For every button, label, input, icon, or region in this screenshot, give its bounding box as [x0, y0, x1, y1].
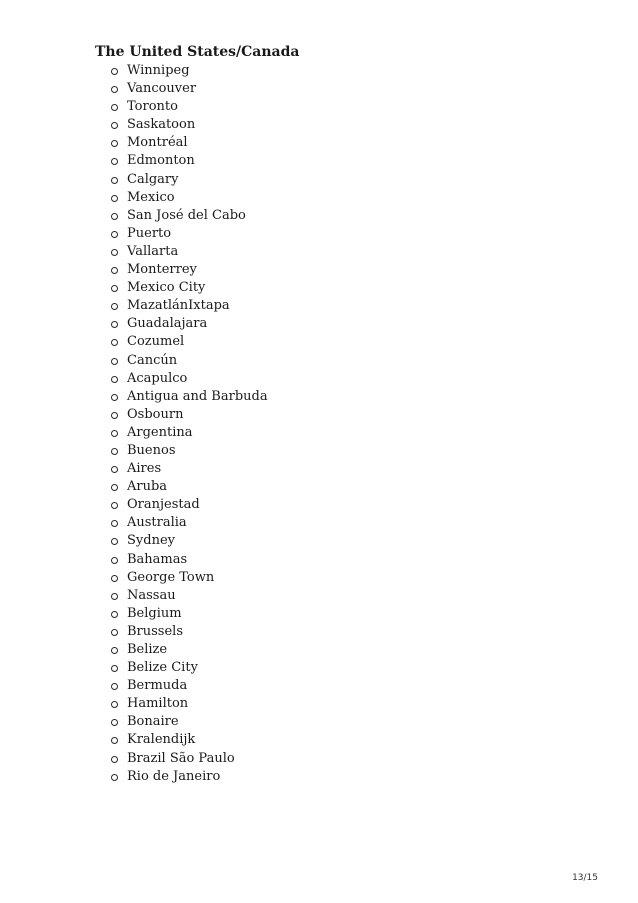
list-item — [0, 496, 268, 514]
list-item — [0, 424, 268, 442]
circle-bullet-icon — [111, 611, 118, 618]
list-item — [0, 225, 268, 243]
circle-bullet-icon — [111, 683, 118, 690]
circle-bullet-icon — [111, 321, 118, 328]
list-item-label: Vallarta — [127, 243, 179, 259]
circle-bullet-icon — [111, 177, 118, 184]
list-item-label: MazatlánIxtapa — [127, 298, 230, 314]
list-item — [0, 62, 268, 80]
list-item — [0, 713, 268, 731]
circle-bullet-icon — [111, 339, 118, 346]
list-item-label: Hamilton — [127, 696, 189, 712]
list-item — [0, 659, 268, 677]
list-item — [0, 261, 268, 279]
list-item — [0, 333, 268, 351]
list-item — [0, 695, 268, 713]
circle-bullet-icon — [111, 249, 118, 256]
list-item — [0, 207, 268, 225]
list-item-label: Belize City — [127, 660, 198, 676]
list-item — [0, 641, 268, 659]
list-item-label: Cozumel — [127, 334, 185, 350]
city-list — [0, 62, 268, 786]
circle-bullet-icon — [111, 756, 118, 763]
list-item — [0, 279, 268, 297]
list-item-label: Saskatoon — [127, 117, 196, 133]
list-item — [0, 587, 268, 605]
list-item-label: Bonaire — [127, 714, 179, 730]
circle-bullet-icon — [111, 158, 118, 165]
list-item-label: Cancún — [127, 352, 178, 368]
circle-bullet-icon — [111, 520, 118, 527]
circle-bullet-icon — [111, 140, 118, 147]
circle-bullet-icon — [111, 647, 118, 654]
list-item — [0, 352, 268, 370]
list-item — [0, 171, 268, 189]
circle-bullet-icon — [111, 593, 118, 600]
list-item — [0, 532, 268, 550]
circle-bullet-icon — [111, 376, 118, 383]
circle-bullet-icon — [111, 267, 118, 274]
circle-bullet-icon — [111, 68, 118, 75]
circle-bullet-icon — [111, 122, 118, 129]
list-item — [0, 388, 268, 406]
list-item-label: Sydney — [127, 533, 175, 549]
list-item — [0, 750, 268, 768]
list-item-label: Kralendijk — [127, 732, 196, 748]
list-item-label: Antigua and Barbuda — [127, 388, 268, 404]
list-item-label: Brazil São Paulo — [127, 750, 235, 766]
list-item — [0, 406, 268, 424]
list-item — [0, 442, 268, 460]
circle-bullet-icon — [111, 430, 118, 437]
list-item — [0, 731, 268, 749]
circle-bullet-icon — [111, 719, 118, 726]
list-item-label: Toronto — [127, 99, 178, 115]
list-item — [0, 152, 268, 170]
circle-bullet-icon — [111, 502, 118, 509]
section-heading: The United States/Canada — [95, 44, 300, 60]
circle-bullet-icon — [111, 412, 118, 419]
list-item-label: Aires — [127, 461, 162, 477]
list-item-label: Puerto — [127, 225, 172, 241]
list-item-label: Acapulco — [127, 370, 188, 386]
list-item-label: Calgary — [127, 171, 179, 187]
list-item — [0, 478, 268, 496]
list-item-label: Bahamas — [127, 551, 188, 567]
list-item-label: San José del Cabo — [127, 207, 246, 223]
list-item — [0, 315, 268, 333]
list-item-label: Mexico City — [127, 280, 206, 296]
list-item-label: Guadalajara — [127, 316, 208, 332]
list-item-label: Aruba — [127, 479, 168, 495]
list-item-label: Bermuda — [127, 678, 188, 694]
list-item-label: Belize — [127, 642, 168, 657]
list-item-label: Montréal — [127, 135, 188, 151]
circle-bullet-icon — [111, 466, 118, 473]
circle-bullet-icon — [111, 394, 118, 401]
list-item — [0, 460, 268, 478]
circle-bullet-icon — [111, 86, 118, 93]
list-item-label: Brussels — [127, 623, 184, 639]
list-item-label: Belgium — [127, 605, 182, 621]
list-item — [0, 768, 268, 786]
list-item-label: Argentina — [127, 424, 193, 440]
list-item — [0, 551, 268, 569]
list-item — [0, 134, 268, 152]
list-item — [0, 243, 268, 261]
circle-bullet-icon — [111, 484, 118, 491]
circle-bullet-icon — [111, 213, 118, 220]
list-item — [0, 116, 268, 134]
list-item-label: Osbourn — [127, 406, 184, 422]
list-item — [0, 80, 268, 98]
circle-bullet-icon — [111, 557, 118, 564]
circle-bullet-icon — [111, 665, 118, 672]
list-item — [0, 370, 268, 388]
list-item-label: Mexico — [127, 189, 175, 205]
list-item — [0, 189, 268, 207]
list-item-label: Australia — [127, 515, 187, 531]
list-item — [0, 514, 268, 532]
circle-bullet-icon — [111, 538, 118, 545]
circle-bullet-icon — [111, 195, 118, 202]
list-item-label: Winnipeg — [127, 63, 190, 78]
circle-bullet-icon — [111, 285, 118, 292]
circle-bullet-icon — [111, 303, 118, 310]
circle-bullet-icon — [111, 629, 118, 636]
circle-bullet-icon — [111, 231, 118, 238]
list-item-label: Edmonton — [127, 153, 195, 169]
list-item-label: George Town — [127, 569, 215, 585]
circle-bullet-icon — [111, 575, 118, 582]
list-item-label: Buenos — [127, 442, 176, 458]
list-item — [0, 623, 268, 641]
list-item — [0, 677, 268, 695]
list-item — [0, 605, 268, 623]
list-item — [0, 569, 268, 587]
list-item — [0, 98, 268, 116]
circle-bullet-icon — [111, 358, 118, 365]
list-item-label: Oranjestad — [127, 497, 200, 513]
list-item-label: Nassau — [127, 587, 176, 603]
list-item-label: Rio de Janeiro — [127, 768, 221, 784]
list-item — [0, 297, 268, 315]
page-number: 13/15 — [572, 873, 598, 883]
list-item-label: Vancouver — [127, 81, 197, 97]
circle-bullet-icon — [111, 774, 118, 781]
circle-bullet-icon — [111, 448, 118, 455]
list-item-label: Monterrey — [127, 262, 197, 278]
circle-bullet-icon — [111, 737, 118, 744]
circle-bullet-icon — [111, 104, 118, 111]
circle-bullet-icon — [111, 701, 118, 708]
